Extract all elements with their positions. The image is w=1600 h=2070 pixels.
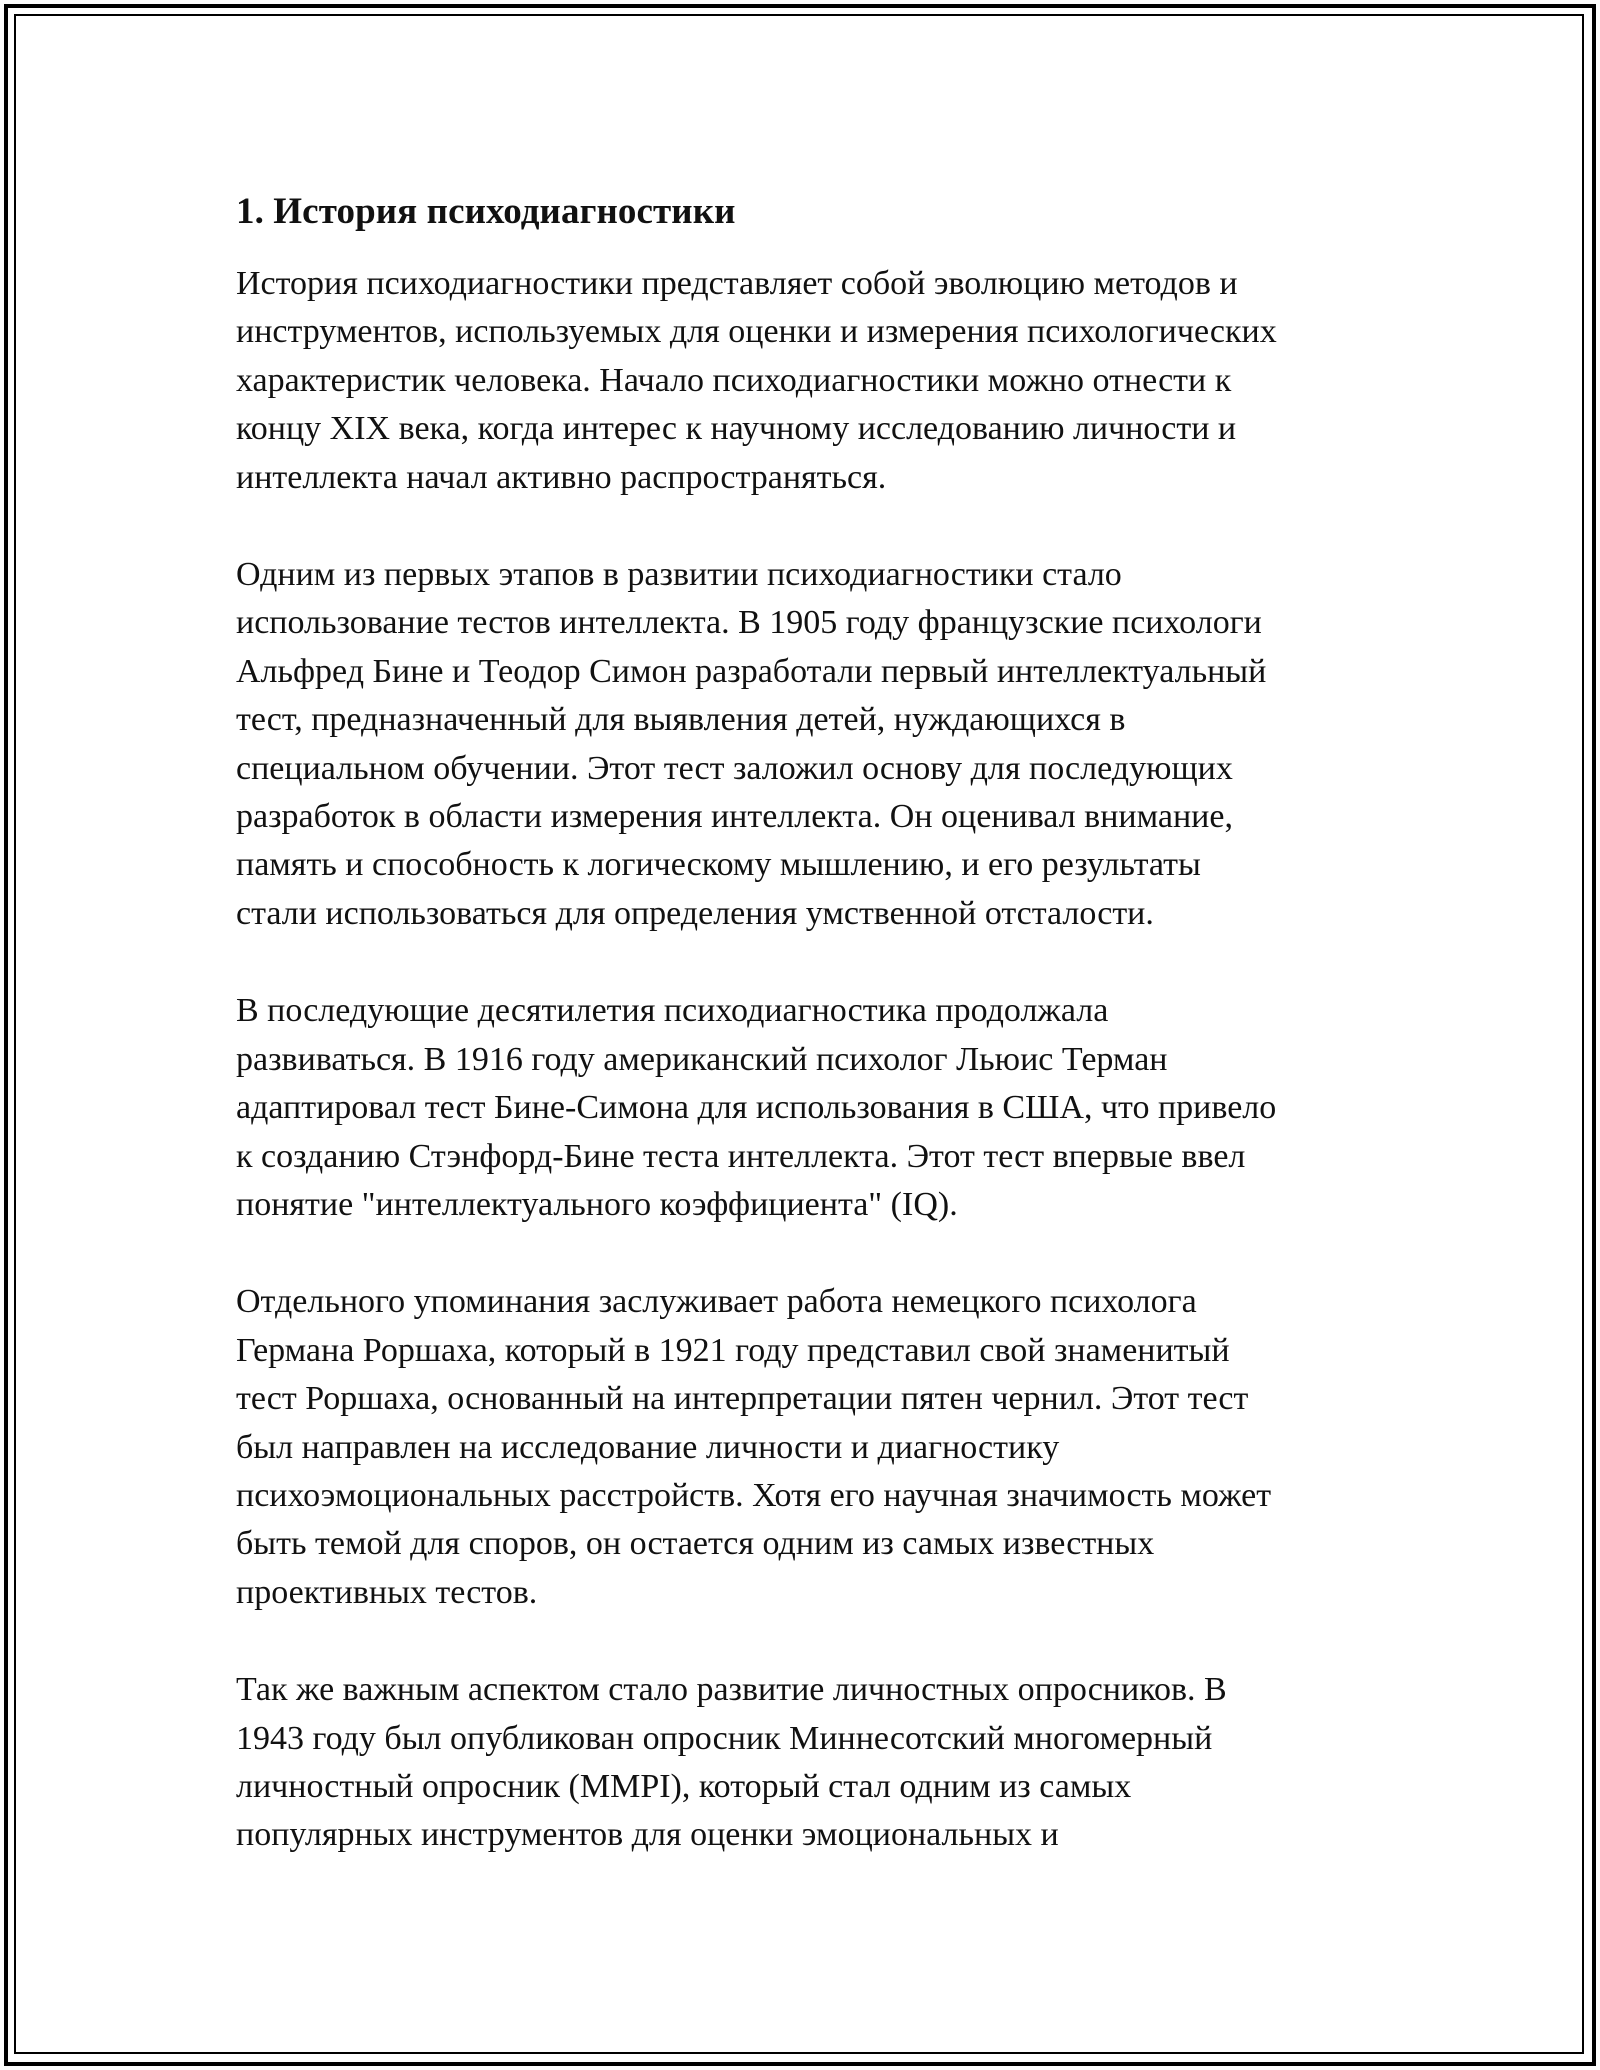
paragraph-intro: История психодиагностики представляет собой эволюцию методов и инструментов, используемых для оценки и измерения психологических характеристик человека. Начало психодиагностики можно отнести к концу XIX века, когда интерес к научному исследованию личности и интеллекта начал активно распространяться. bbox=[236, 265, 1277, 496]
paragraph-mmpi: Так же важным аспектом стало развитие личностных опросников. В 1943 году был опубликован опросник Миннесотский многомерный личностный опросник (MMPI), который стал одним из самых популярных инструментов для оценки эмоциональных и bbox=[236, 1671, 1227, 1854]
paragraph-binet-simon: Одним из первых этапов в развитии психодиагностики стало использование тестов интеллекта. В 1905 году французские психологи Альфред Бине и Теодор Симон разработали первый интеллектуальный тест, предназначенный для выявления детей, нуждающихся в специальном обучении. Этот тест заложил основу для последующих разработок в области измерения интеллекта. Он оценивал внимание, память и способность к логическому мышлению, и его результаты стали использоваться для определения умственной отсталости. bbox=[236, 556, 1267, 932]
paragraph-terman: В последующие десятилетия психодиагностика продолжала развиваться. В 1916 году американский психолог Льюис Терман адаптировал тест Бине-Симона для использования в США, что привело к созданию Стэнфорд-Бине теста интеллекта. Этот тест впервые ввел понятие "интеллектуального коэффициента" (IQ). bbox=[236, 992, 1277, 1223]
paragraph-rorschach: Отдельного упоминания заслуживает работа немецкого психолога Германа Роршаха, который в 1921 году представил свой знаменитый тест Роршаха, основанный на интерпретации пятен чернил. Этот тест был направлен на исследование личности и диагностику психоэмоциональных расстройств. Хотя его научная значимость может быть темой для споров, он остается одним из самых известных проективных тестов. bbox=[236, 1283, 1272, 1611]
section-heading: 1. История психодиагностики bbox=[236, 191, 736, 232]
document-body bbox=[236, 186, 1376, 1909]
